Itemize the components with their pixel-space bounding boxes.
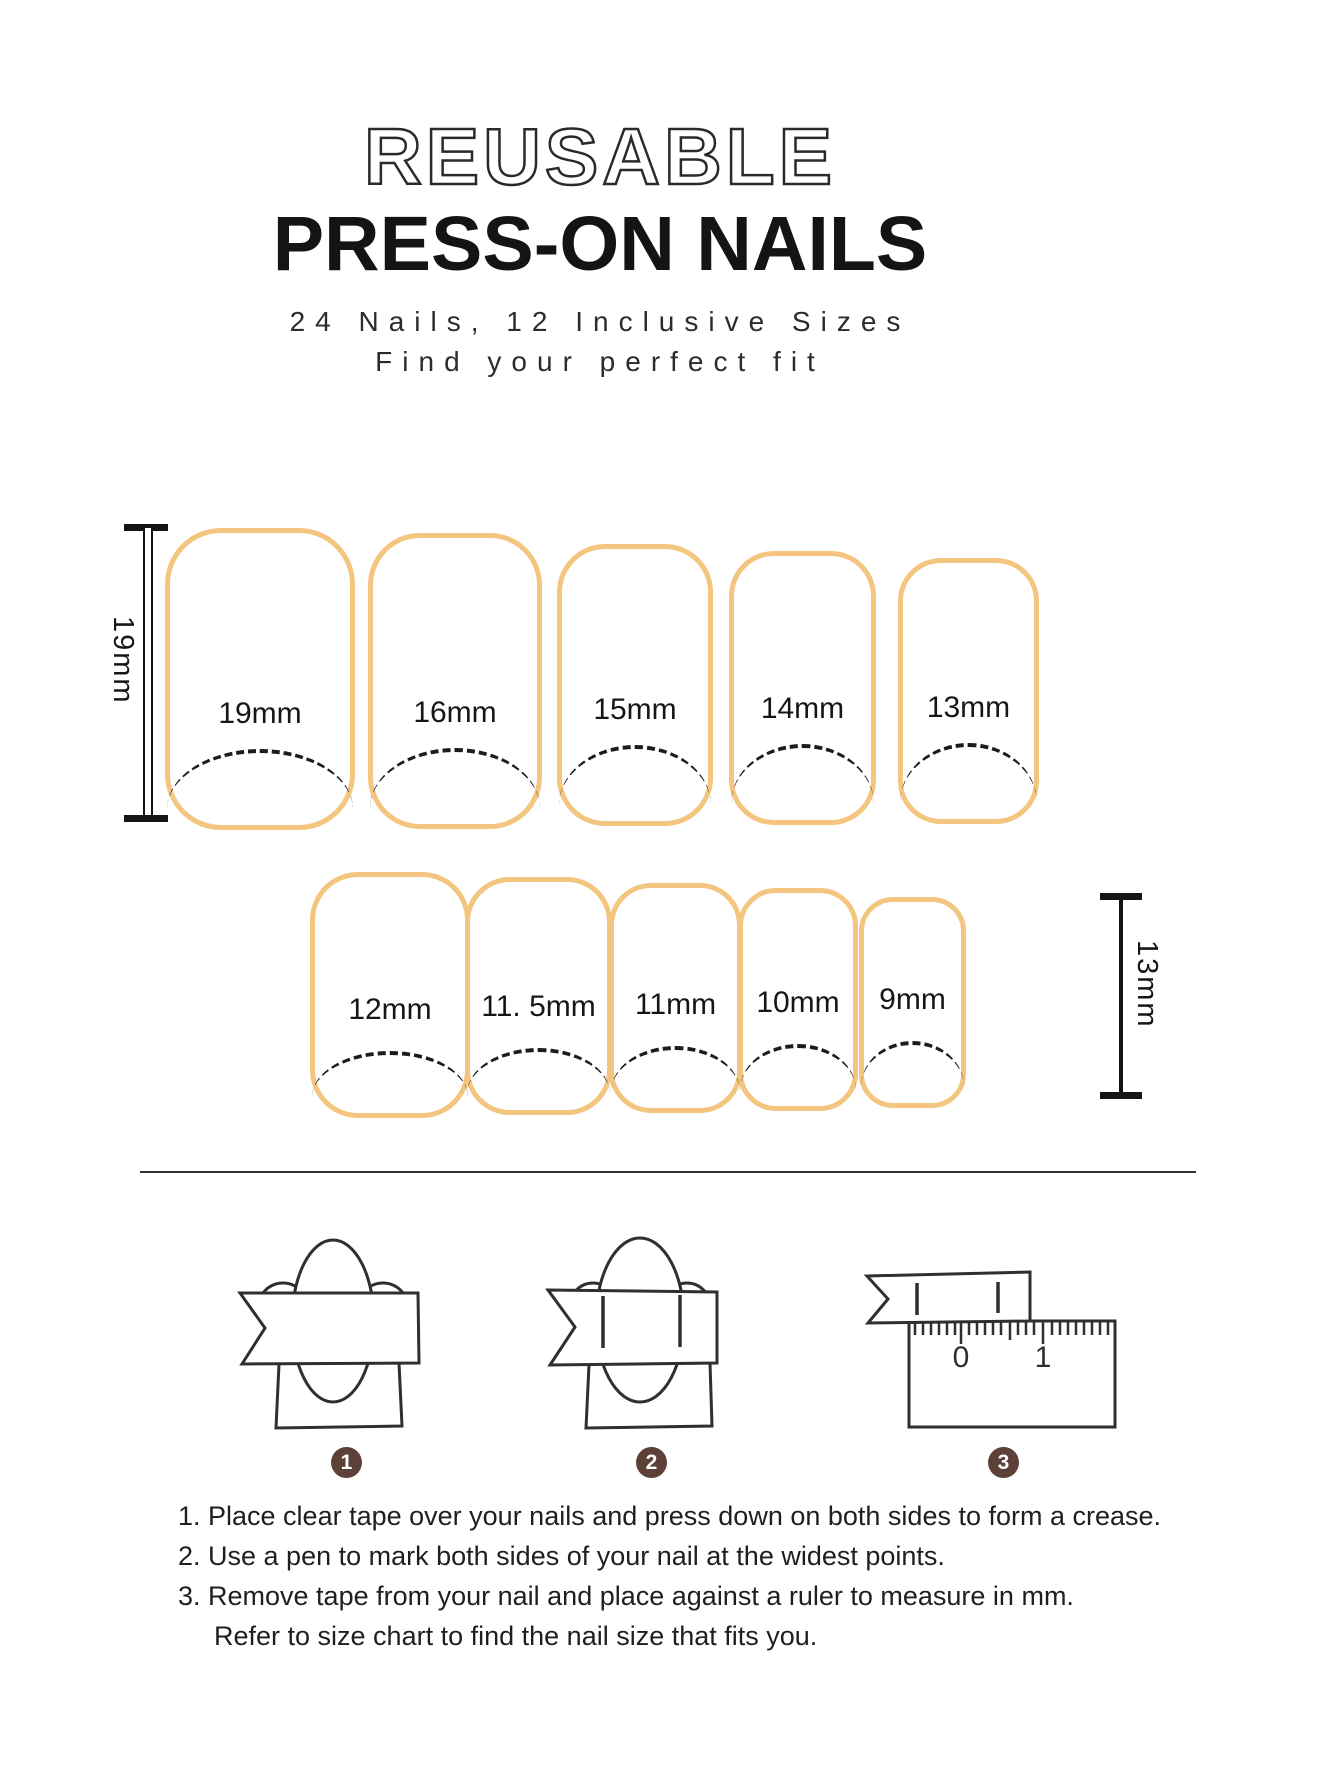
cuticle-dash-arc	[467, 1048, 610, 1094]
instruction-step-3: 3. Remove tape from your nail and place against a ruler to measure in mm.	[178, 1581, 1074, 1611]
header	[0, 112, 1200, 378]
cuticle-dash-arc	[861, 1041, 964, 1087]
nail-size-label: 16mm	[413, 696, 497, 729]
cuticle-dash-arc	[900, 743, 1037, 803]
nail-size-label: 14mm	[760, 692, 845, 725]
cuticle-dash-arc	[559, 745, 711, 805]
tape-ribbon	[240, 1293, 419, 1364]
tape-ribbon	[548, 1290, 717, 1365]
subtitle-line-1: 24 Nails, 12 Inclusive Sizes	[289, 306, 911, 337]
cuticle-dash-arc	[731, 744, 874, 804]
cuticle-dash-arc	[740, 1044, 856, 1090]
instructions-list	[178, 1496, 1228, 1656]
nail-size-label: 10mm	[756, 986, 840, 1019]
nail-10mm	[738, 888, 858, 1111]
cuticle-dash-arc	[312, 1051, 468, 1097]
cuticle-dash-arc	[370, 748, 540, 808]
nail-size-label: 9mm	[879, 983, 946, 1016]
nail-size-label: 15mm	[593, 693, 677, 726]
step3-tape-on-ruler-illustration	[858, 1265, 1120, 1435]
page-title: PRESS-ON NAILS	[272, 201, 928, 287]
step-badge-3: 3	[988, 1447, 1019, 1478]
nail-size-label: 13mm	[926, 691, 1011, 724]
nail-13mm	[898, 558, 1039, 824]
subtitle-line-2: Find your perfect fit	[375, 346, 825, 377]
left-ruler-label: 19mm	[107, 616, 139, 705]
cuticle-dash-arc	[611, 1046, 740, 1092]
ruler-one-label: 1	[1034, 1341, 1052, 1374]
nail-15mm	[557, 544, 713, 826]
step1-finger-tape-illustration	[233, 1232, 428, 1432]
ruler-zero-label: 0	[952, 1341, 970, 1374]
tape-ribbon	[867, 1272, 1030, 1323]
nail-16mm	[368, 533, 542, 829]
instruction-step-2: 2. Use a pen to mark both sides of your nail at the widest points.	[178, 1541, 945, 1571]
right-ruler-label: 13mm	[1131, 940, 1163, 1029]
ruler-body	[909, 1321, 1115, 1427]
right-ruler-bottom-cap	[1100, 1092, 1142, 1099]
nail-size-label: 11. 5mm	[481, 990, 596, 1023]
section-divider	[140, 1171, 1196, 1173]
left-ruler-bottom-cap	[124, 815, 168, 822]
nail-11mm	[609, 883, 742, 1113]
nail-9mm	[859, 897, 966, 1108]
nail-14mm	[729, 551, 876, 825]
nail-size-label: 12mm	[348, 993, 432, 1026]
instruction-step-3-continued: Refer to size chart to find the nail size that fits you.	[214, 1621, 818, 1651]
title-outline: REUSABLE	[363, 112, 837, 201]
step-badge-1: 1	[331, 1447, 362, 1478]
nail-12mm	[310, 872, 470, 1118]
step2-finger-marks-illustration	[545, 1232, 725, 1432]
nail-19mm	[165, 528, 355, 830]
cuticle-dash-arc	[167, 749, 353, 809]
nail-size-label: 11mm	[634, 988, 717, 1021]
nail-size-label: 19mm	[218, 697, 302, 730]
right-ruler-line	[1119, 896, 1123, 1096]
instruction-step-1: 1. Place clear tape over your nails and press down on both sides to form a crease.	[178, 1501, 1162, 1531]
nail-11-5mm	[465, 877, 612, 1115]
left-ruler-line	[143, 528, 153, 818]
step-badge-2: 2	[636, 1447, 667, 1478]
